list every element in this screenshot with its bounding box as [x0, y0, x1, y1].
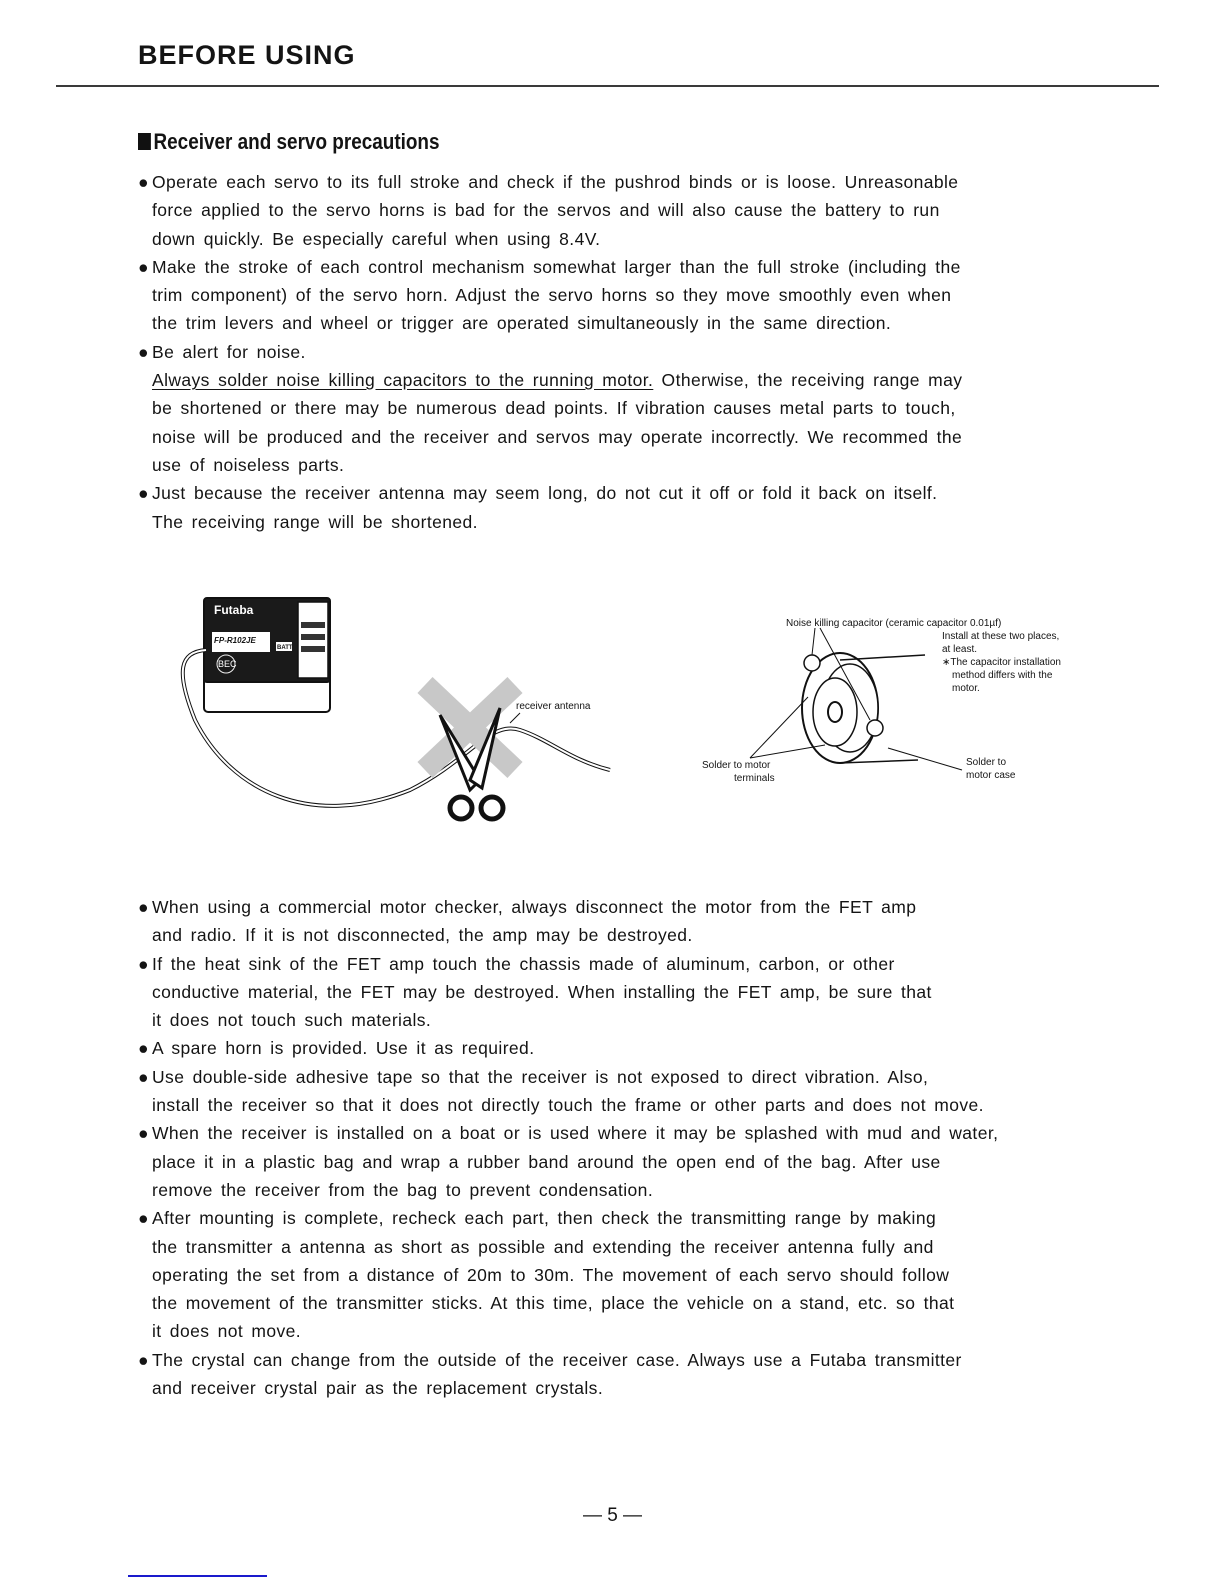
case-label: Solder to [966, 757, 1007, 768]
bec-badge: BEC [218, 659, 237, 669]
case-label: motor case [966, 770, 1016, 781]
page-title: BEFORE USING [138, 40, 356, 70]
list-item [138, 1119, 1118, 1204]
bottom-bullet-list [138, 893, 1118, 1402]
bullet-icon: ● [138, 1123, 149, 1144]
square-bullet-icon [138, 133, 151, 150]
list-item [138, 253, 1098, 338]
receiver-model: FP-R102JE [214, 636, 256, 645]
text-line: the movement of the transmitter sticks. At this time, place the vehicle on a stand, etc. so that [152, 1293, 955, 1314]
receiver-brand: Futaba [214, 603, 254, 617]
list-item [138, 338, 1098, 479]
page-number: — 5 — [582, 1505, 643, 1526]
title-divider [56, 85, 1159, 87]
method-note: ∗The capacitor installation [942, 657, 1061, 668]
list-item [138, 950, 1118, 1035]
list-item [138, 168, 1098, 253]
section-heading-text: Receiver and servo precautions [153, 129, 440, 154]
text-line: operating the set from a distance of 20m to 30m. The movement of each servo should follow [152, 1264, 950, 1285]
text-line: Make the stroke of each control mechanism somewhat larger than the full stroke (including the [152, 256, 961, 277]
bullet-icon: ● [138, 953, 149, 974]
text-line: If the heat sink of the FET amp touch the chassis made of aluminum, carbon, or other [152, 953, 895, 974]
top-bullet-list [138, 168, 1098, 536]
bullet-icon: ● [138, 897, 149, 917]
text-line: it does not touch such materials. [152, 1010, 432, 1031]
terminals-label: terminals [734, 773, 775, 784]
method-note: method differs with the [952, 670, 1053, 681]
install-note: at least. [942, 644, 978, 655]
text-line: be shortened or there may be numerous dead points. If vibration causes metal parts to touch, [152, 398, 956, 419]
text-line: conductive material, the FET may be destroyed. When installing the FET amp, be sure that [152, 981, 932, 1002]
text-line: down quickly. Be especially careful when using 8.4V. [152, 228, 601, 249]
text-line: trim component) of the servo horn. Adjust the servo horns so they move smoothly even when [152, 285, 952, 306]
text-line: The receiving range will be shortened. [152, 511, 478, 532]
bullet-icon: ● [138, 1066, 149, 1087]
bullet-icon: ● [138, 341, 149, 362]
bullet-icon: ● [138, 1349, 149, 1370]
text-line: and radio. If it is not disconnected, the amp may be destroyed. [152, 925, 693, 946]
text-line: After mounting is complete, recheck each part, then check the transmitting range by making [152, 1208, 937, 1229]
text-line: When the receiver is installed on a boat or is used where it may be splashed with mud and water, [152, 1123, 999, 1144]
text-line: it does not move. [152, 1321, 302, 1342]
text-line: A spare horn is provided. Use it as required. [152, 1038, 535, 1059]
link-underline[interactable] [128, 1575, 267, 1577]
text-line: When using a commercial motor checker, always disconnect the motor from the FET amp [152, 897, 917, 917]
antenna-label: receiver antenna [516, 701, 591, 712]
text-line: place it in a plastic bag and wrap a rubber band around the open end of the bag. After use [152, 1151, 941, 1172]
list-item [138, 1063, 1118, 1120]
underlined-warning: Always solder noise killing capacitors to the running motor. [152, 370, 654, 391]
section-heading [138, 129, 440, 155]
list-item [138, 893, 1118, 950]
text-line: Use double-side adhesive tape so that the receiver is not exposed to direct vibration. Also, [152, 1066, 929, 1087]
bullet-icon: ● [138, 483, 149, 504]
list-item [138, 1346, 1118, 1403]
text-line: Just because the receiver antenna may seem long, do not cut it off or fold it back on itself. [152, 483, 938, 504]
text-line: the transmitter a antenna as short as possible and extending the receiver antenna fully and [152, 1236, 934, 1257]
text-line: Operate each servo to its full stroke and check if the pushrod binds or is loose. Unreasonable [152, 172, 959, 192]
text-line: remove the receiver from the bag to prevent condensation. [152, 1179, 654, 1200]
bullet-icon: ● [138, 256, 149, 277]
terminals-label: Solder to motor [702, 760, 771, 771]
bullet-icon: ● [138, 172, 149, 192]
text-line: Be alert for noise. [152, 341, 306, 362]
text-line: the trim levers and wheel or trigger are operated simultaneously in the same direction. [152, 313, 892, 334]
list-item [138, 1204, 1118, 1345]
method-note: motor. [952, 683, 980, 694]
text-line: Always solder noise killing capacitors to the running motor. Otherwise, the receiving range may [152, 370, 963, 391]
install-note: Install at these two places, [942, 631, 1060, 642]
text-line: install the receiver so that it does not directly touch the frame or other parts and does not move. [152, 1095, 984, 1116]
text-line: force applied to the servo horns is bad for the servos and will also cause the battery to run [152, 200, 940, 221]
capacitor-label: Noise killing capacitor (ceramic capacitor 0.01µf) [786, 618, 1002, 629]
batt-badge: BATT [277, 645, 293, 651]
list-item [138, 1034, 1118, 1062]
text-line: noise will be produced and the receiver and servos may operate incorrectly. We recommed the [152, 426, 963, 447]
list-item [138, 479, 1098, 536]
receiver-antenna-figure [170, 590, 630, 830]
bullet-icon: ● [138, 1038, 149, 1059]
bullet-icon: ● [138, 1208, 149, 1229]
text-line: The crystal can change from the outside of the receiver case. Always use a Futaba transmitter [152, 1349, 962, 1370]
motor-capacitor-figure [690, 600, 1110, 800]
text-line: use of noiseless parts. [152, 454, 345, 475]
text-line: and receiver crystal pair as the replacement crystals. [152, 1378, 604, 1399]
